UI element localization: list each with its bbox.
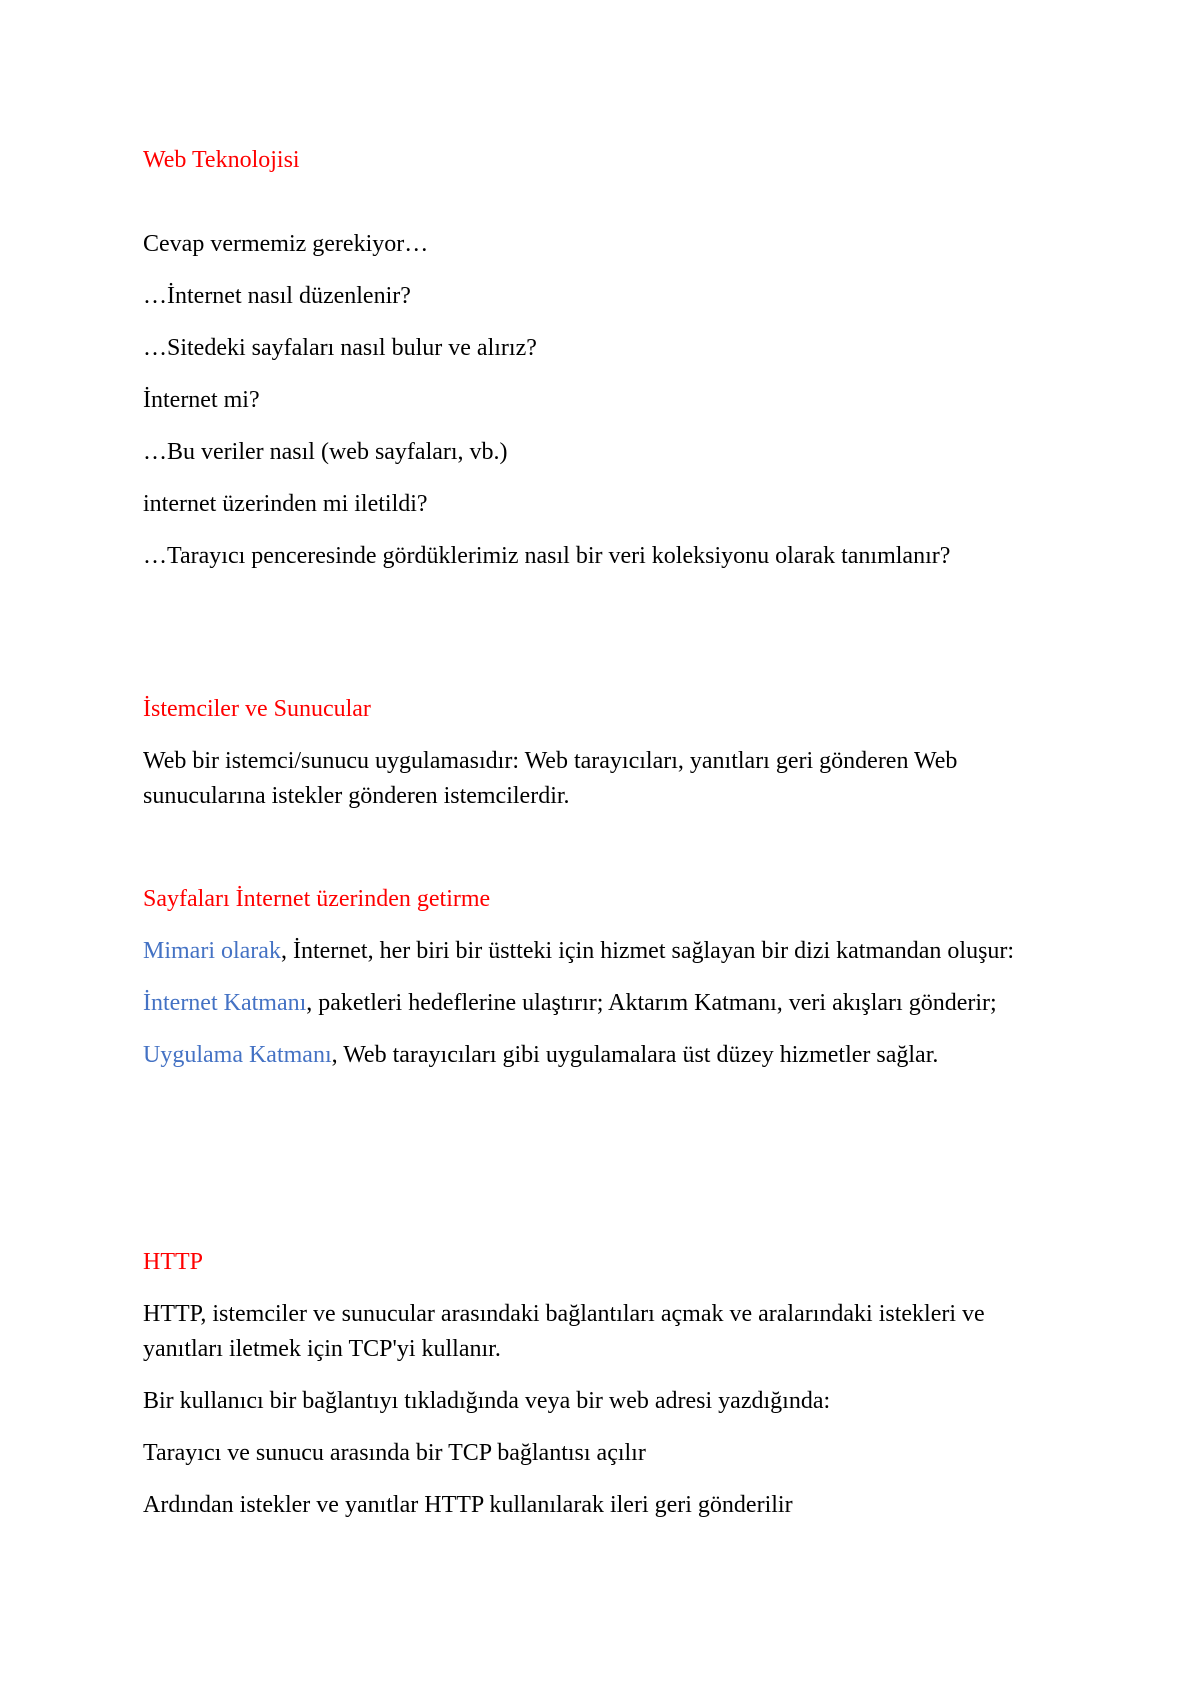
intro-line: …Tarayıcı penceresinde gördüklerimiz nasıl bir veri koleksiyonu olarak tanımlanır?: [143, 543, 951, 569]
paragraph-text: , paketleri hedeflerine ulaştırır; Aktarım Katmanı, veri akışları gönderir;: [306, 990, 997, 1016]
section-paragraph: [143, 934, 1063, 969]
intro-section: [143, 227, 1063, 574]
section-paragraph: Ardından istekler ve yanıtlar HTTP kullanılarak ileri geri gönderilir: [143, 1492, 793, 1518]
section-paragraph: [143, 986, 1063, 1021]
paragraph-text: , İnternet, her biri bir üstteki için hizmet sağlayan bir dizi katmandan oluşur:: [280, 938, 1015, 964]
http-section: [143, 1245, 1063, 1523]
intro-line: …Bu veriler nasıl (web sayfaları, vb.): [143, 439, 508, 465]
section-heading: HTTP: [143, 1249, 203, 1275]
section-paragraph: Bir kullanıcı bir bağlantıyı tıkladığında veya bir web adresi yazdığında:: [143, 1388, 831, 1414]
intro-line: …İnternet nasıl düzenlenir?: [143, 283, 411, 309]
section-paragraph: [143, 1038, 1063, 1073]
section-paragraph: Tarayıcı ve sunucu arasında bir TCP bağlantısı açılır: [143, 1440, 646, 1466]
highlight-text: Uygulama Katmanı: [143, 1042, 332, 1068]
section-heading: İstemciler ve Sunucular: [143, 696, 371, 722]
document-title: Web Teknolojisi: [143, 147, 300, 173]
intro-line: …Sitedeki sayfaları nasıl bulur ve alırız?: [143, 335, 537, 361]
highlight-text: İnternet Katmanı: [143, 990, 307, 1016]
clients-servers-section: [143, 692, 1063, 814]
intro-line: Cevap vermemiz gerekiyor…: [143, 231, 429, 257]
fetching-pages-section: [143, 882, 1063, 1073]
intro-line: internet üzerinden mi iletildi?: [143, 491, 428, 517]
paragraph-text: , Web tarayıcıları gibi uygulamalara üst düzey hizmetler sağlar.: [331, 1042, 939, 1068]
section-heading: Sayfaları İnternet üzerinden getirme: [143, 886, 491, 912]
section-paragraph: HTTP, istemciler ve sunucular arasındaki bağlantıları açmak ve aralarındaki istekleri ve yanıtları iletmek için TCP'yi kullanır.: [143, 1301, 985, 1362]
section-paragraph: Web bir istemci/sunucu uygulamasıdır: Web tarayıcıları, yanıtları geri gönderen Web sunucularına istekler gönderen istemcilerdir.: [143, 748, 958, 809]
highlight-text: Mimari olarak: [143, 938, 281, 964]
intro-line: İnternet mi?: [143, 387, 260, 413]
